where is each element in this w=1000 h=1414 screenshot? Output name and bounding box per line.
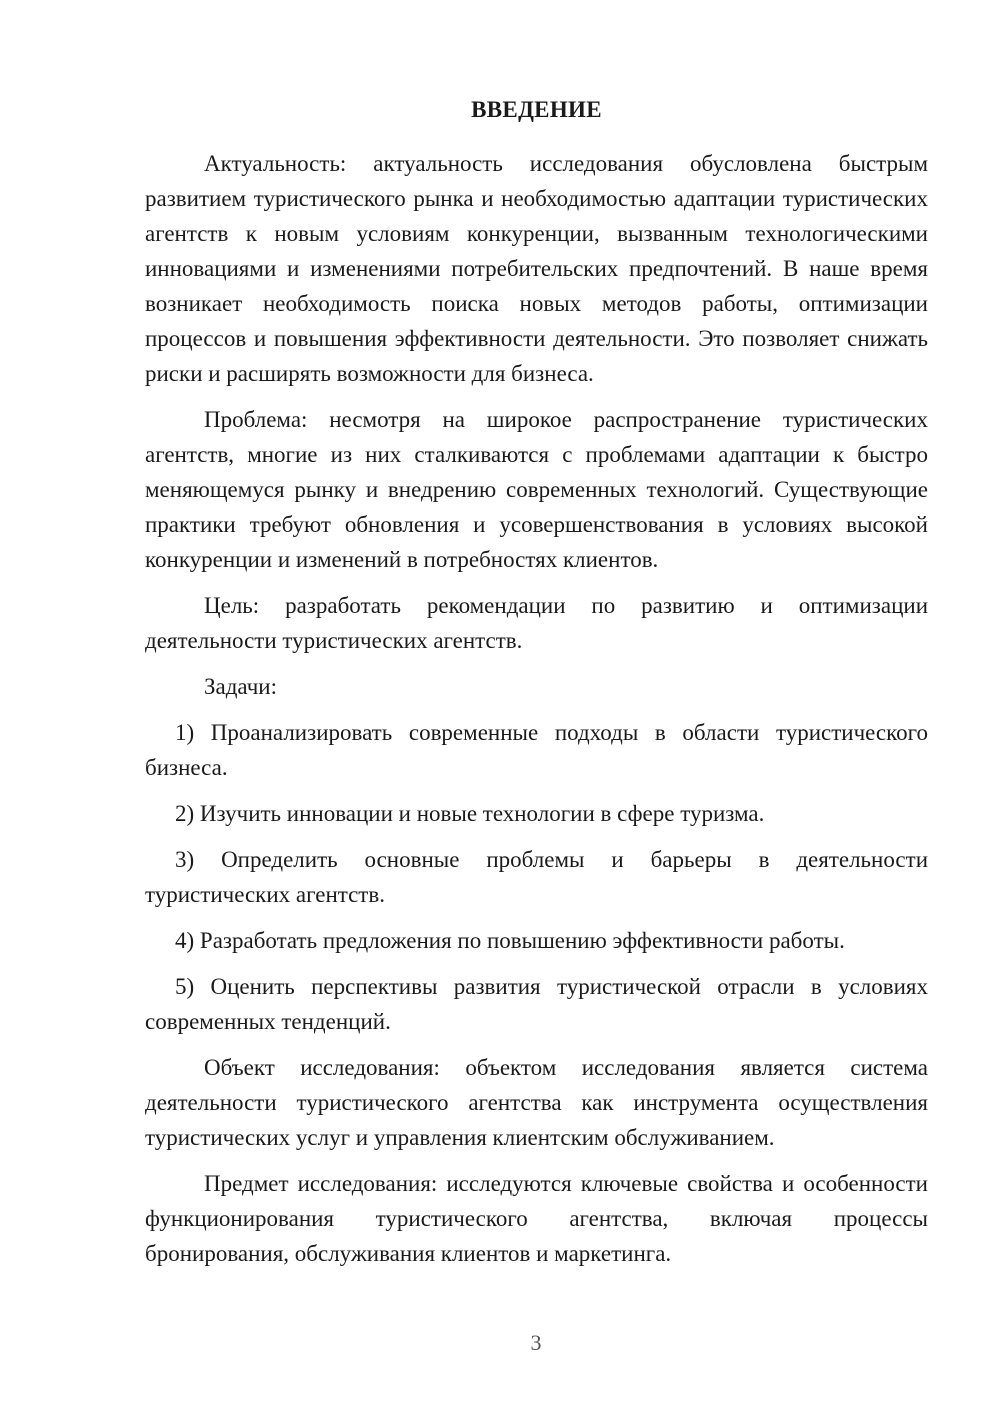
problem-paragraph: Проблема: несмотря на широкое распространение туристических агентств, многие из них сталкиваются с проблемами адаптации к быстро меняющемуся рынку и внедрению современных технологий. Существующие практики требуют обновления и усовершенствования в условиях высокой конкуренции и изменений в потребностях клиентов. bbox=[145, 407, 928, 572]
document-body bbox=[145, 92, 928, 1282]
object-paragraph: Объект исследования: объектом исследования является система деятельности туристического агентства как инструмента осуществления туристических услуг и управления клиентским обслуживанием. bbox=[145, 1055, 928, 1150]
task-item-1: 1) Проанализировать современные подходы в области туристического бизнеса. bbox=[145, 720, 928, 780]
task-item-5: 5) Оценить перспективы развития туристической отрасли в условиях современных тенденций. bbox=[145, 974, 928, 1034]
subject-paragraph: Предмет исследования: исследуются ключевые свойства и особенности функционирования туристического агентства, включая процессы бронирования, обслуживания клиентов и маркетинга. bbox=[145, 1171, 928, 1266]
goal-paragraph: Цель: разработать рекомендации по развитию и оптимизации деятельности туристических агентств. bbox=[145, 593, 928, 653]
task-item-3: 3) Определить основные проблемы и барьеры в деятельности туристических агентств. bbox=[145, 847, 928, 907]
page-number: 3 bbox=[530, 1330, 542, 1355]
relevance-paragraph: Актуальность: актуальность исследования обусловлена быстрым развитием туристического рынка и необходимостью адаптации туристических агентств к новым условиям конкуренции, вызванным технологическими инновациями и изменениями потребительских предпочтений. В наше время возникает необходимость поиска новых методов работы, оптимизации процессов и повышения эффективности деятельности. Это позволяет снижать риски и расширять возможности для бизнеса. bbox=[145, 151, 928, 386]
section-heading: ВВЕДЕНИЕ bbox=[471, 97, 602, 122]
task-item-4: 4) Разработать предложения по повышению эффективности работы. bbox=[175, 928, 845, 953]
task-item-2: 2) Изучить инновации и новые технологии в сфере туризма. bbox=[175, 801, 765, 826]
tasks-label: Задачи: bbox=[204, 674, 277, 699]
